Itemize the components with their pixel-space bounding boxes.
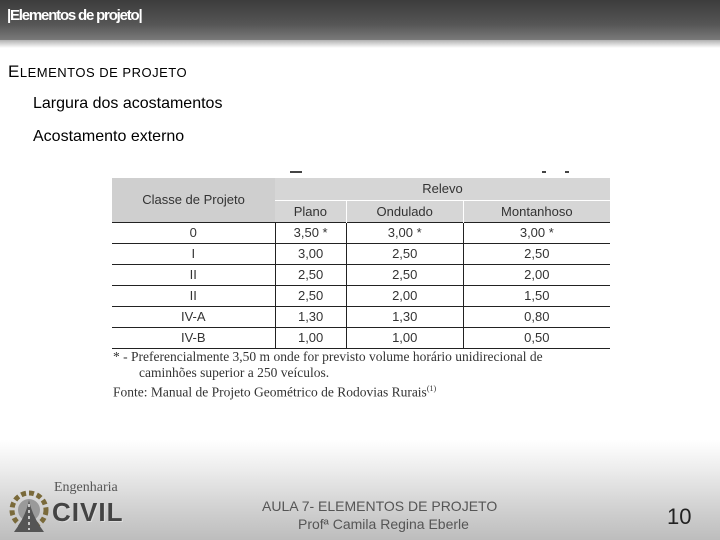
footer-professor: Profª Camila Regina Eberle [298, 516, 469, 532]
table-cell: 1,00 [346, 327, 463, 348]
table-cell: 0,80 [463, 306, 610, 327]
table-cell: 2,50 [463, 243, 610, 264]
table-cell: 2,50 [346, 264, 463, 285]
table-notes [113, 349, 543, 401]
source-text: Fonte: Manual de Projeto Geométrico de Rodovias Rurais [113, 384, 427, 400]
scan-mark [542, 171, 546, 173]
table-row [112, 264, 610, 285]
table-row [112, 222, 610, 243]
table-row [112, 243, 610, 264]
table-cell: 3,00 * [346, 222, 463, 243]
slide-heading-rest: LEMENTOS DE PROJETO [19, 65, 188, 80]
table-cell: 2,50 [275, 285, 346, 306]
column-header-classe: Classe de Projeto [112, 178, 275, 222]
table-cell: 2,00 [463, 264, 610, 285]
column-header-ondulado: Ondulado [346, 200, 463, 222]
column-header-montanhoso: Montanhoso [463, 200, 610, 222]
section-title: |Elementos de projeto| [7, 7, 142, 24]
table-cell: 3,00 * [463, 222, 610, 243]
table-cell: 2,00 [346, 285, 463, 306]
scan-mark [565, 171, 569, 173]
acostamento-table [112, 178, 610, 349]
engenharia-civil-logo [4, 480, 129, 536]
note-line: * - Preferencialmente 3,50 m onde for previsto volume horário unidirecional de [113, 349, 543, 364]
column-header-plano: Plano [275, 200, 346, 222]
title-bar [0, 0, 720, 40]
table-cell: 2,50 [275, 264, 346, 285]
column-group-relevo: Relevo [275, 178, 610, 200]
logo-text-engenharia: Engenharia [54, 480, 118, 495]
table-row [112, 306, 610, 327]
table-cell: II [112, 264, 275, 285]
footer-credits [262, 497, 532, 533]
bullet-item: Largura dos acostamentos [33, 95, 223, 112]
table-cell: 0 [112, 222, 275, 243]
title-bar-shadow [0, 40, 720, 48]
slide-heading-initial: E [8, 62, 20, 81]
table-cell: 1,00 [275, 327, 346, 348]
table-cell: I [112, 243, 275, 264]
table-row [112, 327, 610, 348]
table-cell: 1,50 [463, 285, 610, 306]
table-cell: 1,30 [346, 306, 463, 327]
scan-mark [290, 171, 302, 173]
table-cell: IV-B [112, 327, 275, 348]
slide-heading [8, 62, 187, 82]
table-cell: II [112, 285, 275, 306]
logo-text-civil: CIVIL [52, 497, 124, 527]
table-cell: 3,00 [275, 243, 346, 264]
page-number: 10 [667, 504, 692, 529]
table-cell: IV-A [112, 306, 275, 327]
table-cell: 3,50 * [275, 222, 346, 243]
source-line [113, 381, 543, 401]
table-cell: 0,50 [463, 327, 610, 348]
source-reference: (1) [426, 384, 437, 393]
note-line: caminhões superior a 250 veículos. [139, 365, 330, 380]
scan-artifact [110, 165, 610, 175]
footer-course-title: AULA 7- ELEMENTOS DE PROJETO [262, 498, 498, 514]
table-row [112, 285, 610, 306]
table-cell: 2,50 [346, 243, 463, 264]
gear-road-icon [6, 486, 52, 534]
bullet-item: Acostamento externo [33, 128, 185, 145]
table-cell: 1,30 [275, 306, 346, 327]
